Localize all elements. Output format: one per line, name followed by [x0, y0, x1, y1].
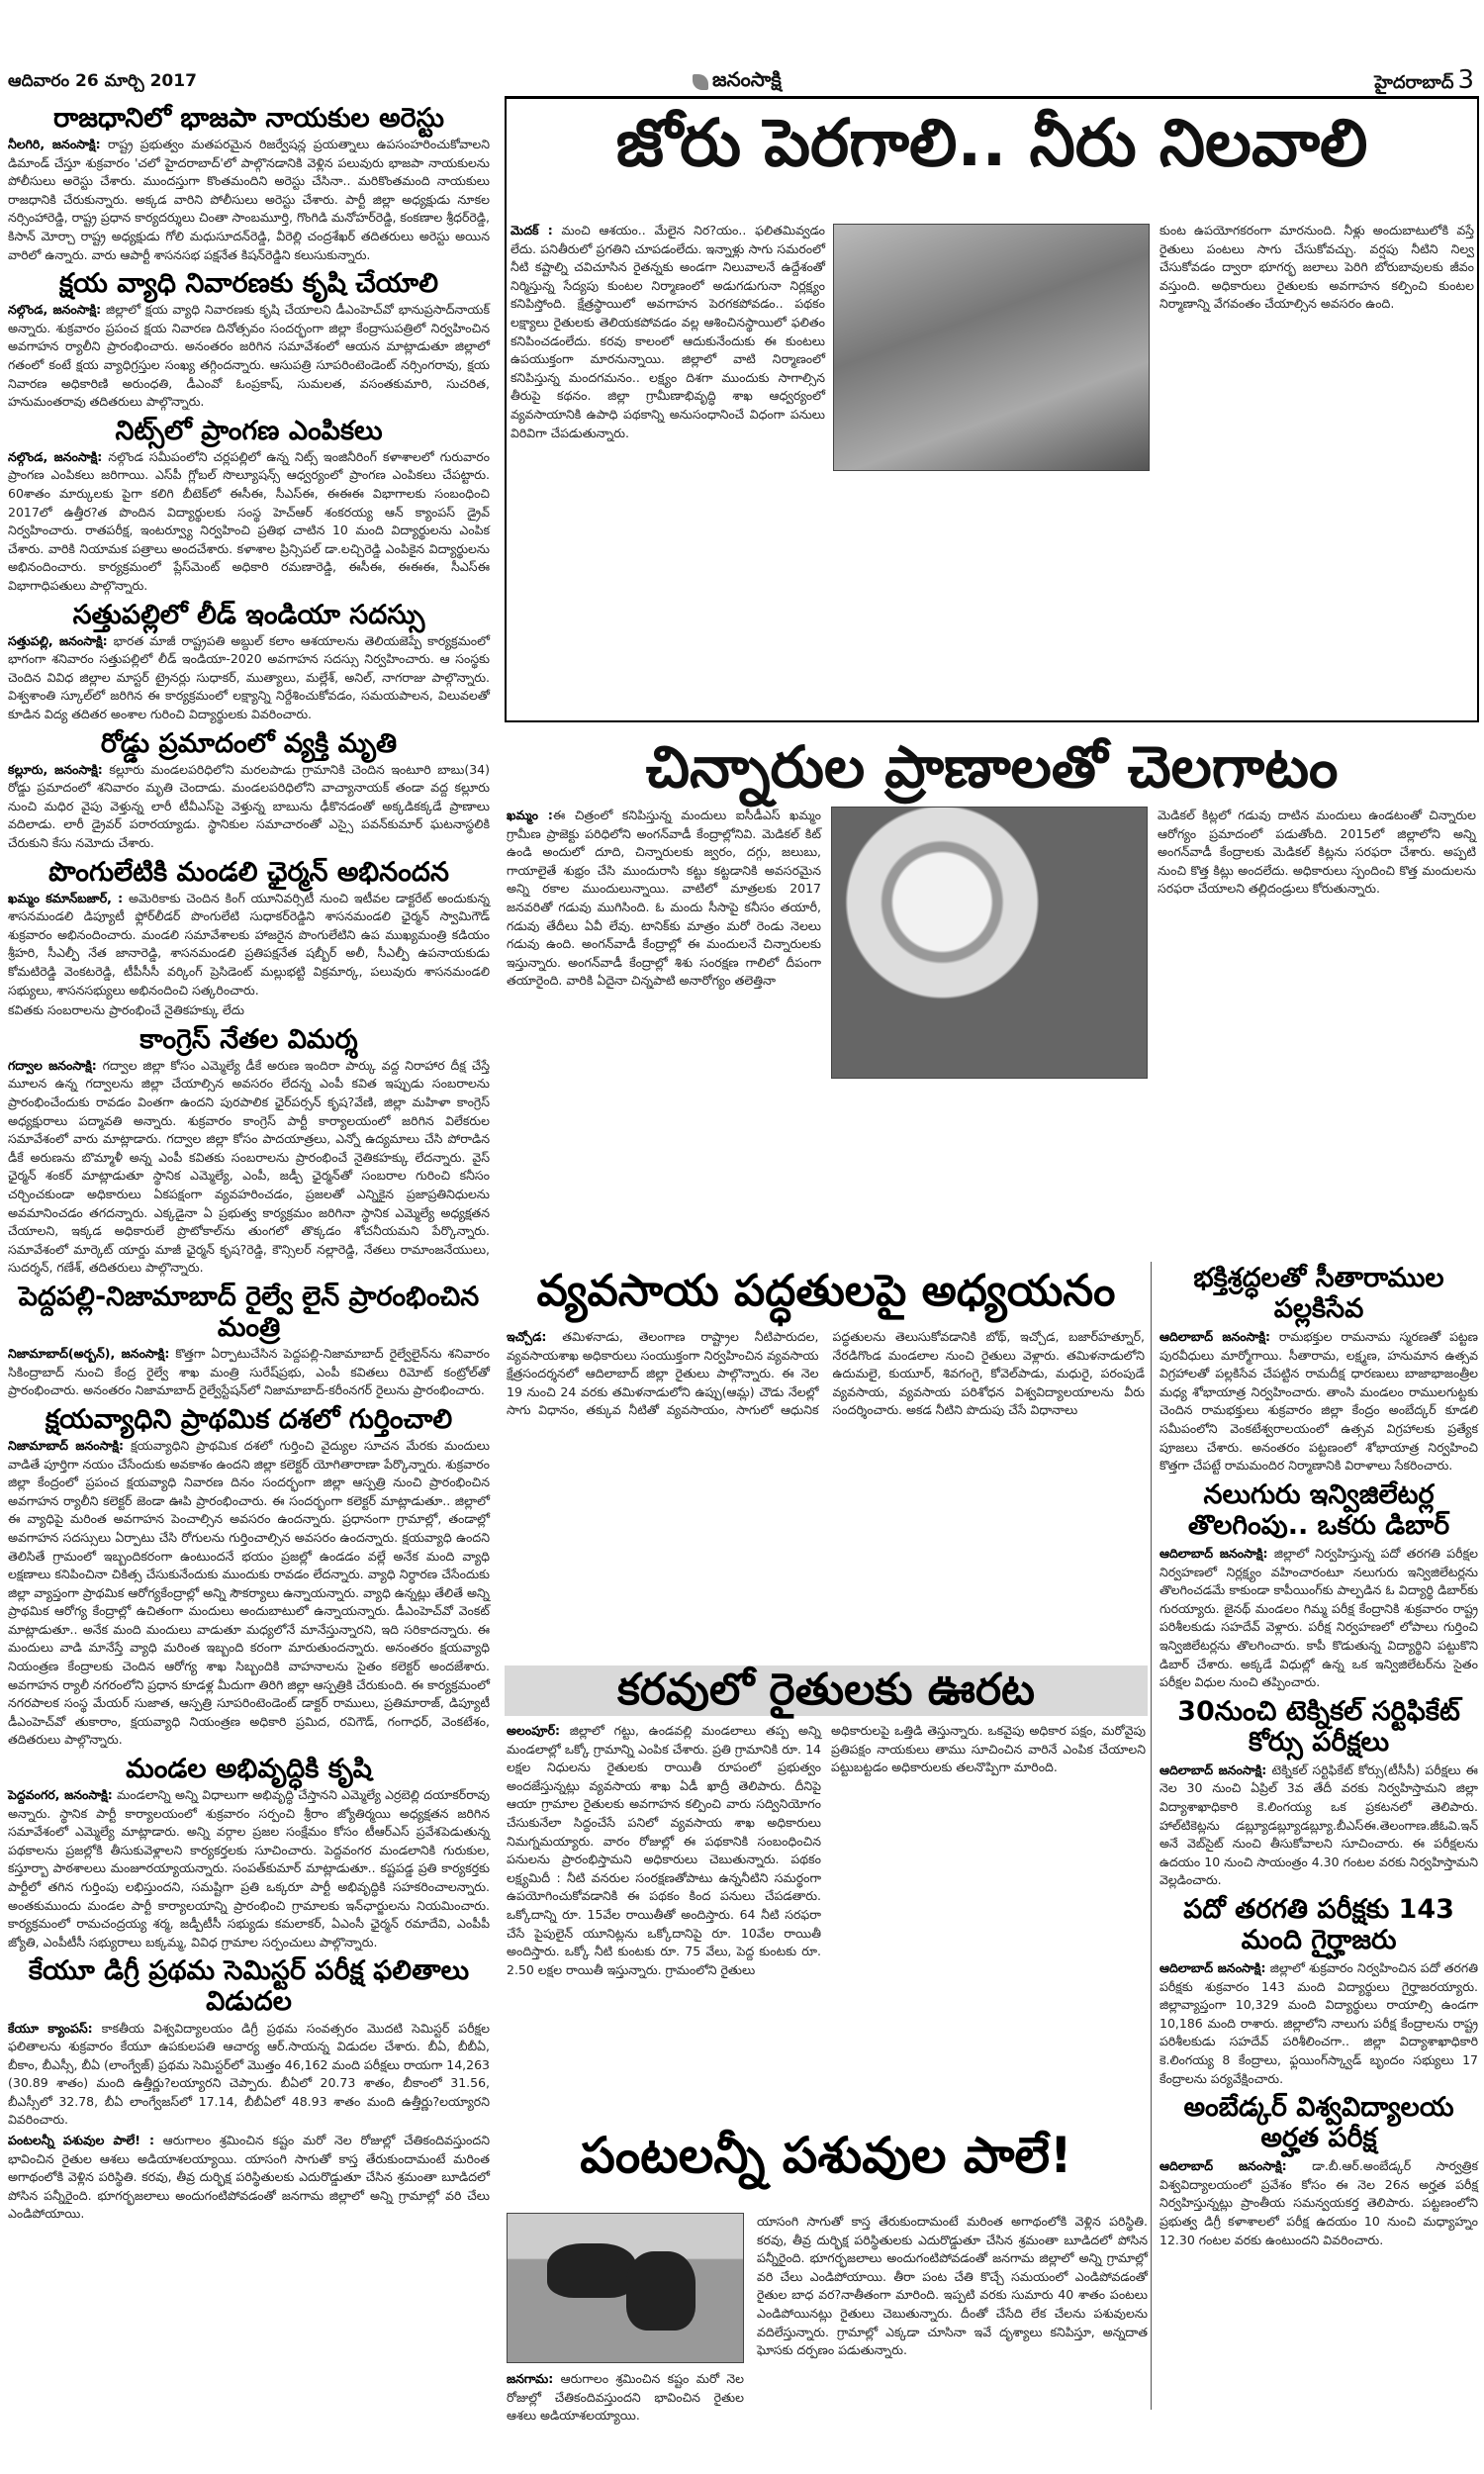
article-text: జిల్లాలో గట్టు, ఉండవల్లి మండలాలు తప్ప అన్ని మండలాల్లో ఒక్కో గ్రామాన్ని ఎంపిక చేశారు. ప్రతి గ్రామానికి రూ. 14 లక్షల నిధులను రైతులకు రాయితీ రూపంలో ప్రభుత్వం అందజేస్తున్నట్లు వ్యవసాయ శాఖ ఏడీ ఖాద్రీ తెలిపారు. దీనిపై ఆయా గ్రామాల రైతులకు అవగాహన కల్పించి వారు సద్వినియోగం చేసుకునేలా సిద్ధంచేసే పనిలో వ్యవసాయ శాఖ అధికారులు నిమగ్నమయ్యారు. వారం రోజుల్లో ఈ పథకానికి సంబంధించిన పనులను ప్రారంభిస్తామని అధికారులు చెబుతున్నారు. పథకం లక్ష్యమిదీ : నీటి వనరుల సంరక్షణతోపాటు ఉన్ననీటిని సమర్థంగా ఉపయోగించుకోవడానికి ఈ పథకం కింద పనులు చేపడతారు. ఒక్కోదాన్ని రూ. 15వేల రాయితీతో అందిస్తారు. 64 నీటి సరఫరా చేసే పైపులైన్ యూనిట్లను ఒక్కోదానిపై రూ. 10వేల రాయితీ అందిస్తారు. ఒక్కో నీటి కుంటకు రూ. 75 వేలు, పెద్ద కుంటకు రూ. 2.50 లక్షల రాయితీ ఇస్తున్నారు. గ్రామంలోని రైతులు	[507, 1723, 821, 1977]
logo-leaf-icon	[693, 74, 708, 90]
story-body	[8, 1345, 490, 1400]
article-text: జిల్లాలో శుక్రవారం నిర్వహించిన పదో తరగతి పరీక్షకు శుక్రవారం 143 మంది విద్యార్థులు గైర్హాజరయ్యారు. జిల్లావ్యాప్తంగా 10,329 మంది విద్యార్థులు రాయాల్సి ఉండగా 10,186 మంది రాశారు. జిల్లాలోని నాలుగు పరీక్ష కేంద్రాలను రాష్ట్ర పరిశీలకుడు సహదేవ్ పరిశీలించగా.. జిల్లా విద్యాశాఖాధికారి కె.లింగయ్య 8 కేంద్రాలు, ఫ్లయింగ్‌స్క్వాడ్ బృందం సభ్యులు 17 కేంద్రాలను పర్యవేక్షించారు.	[1159, 1960, 1478, 2086]
story-body	[8, 761, 490, 853]
lead-story	[505, 99, 1479, 722]
dateline: నీలగిరి, జనంసాక్షి:	[8, 137, 101, 152]
story-headline: మండల అభివృద్ధికి కృషి	[126, 1754, 372, 1785]
story-headline: పొంగులేటికి మండలి ఛైర్మన్ అభినందన	[48, 856, 449, 888]
article-text: అమెరికాకు చెందిన కింగ్ యూనివర్సిటీ నుంచి ఇటీవల డాక్టరేట్ అందుకున్న శాసనమండలి డిప్యూటీ ఫ్లోర్‌లీడర్ పొంగులేటి సుధాకర్‌రెడ్డిని శాసనమండలి ఛైర్మన్ స్వామిగౌడ్ శుక్రవారం అభినందించారు. మండలి సమావేశాలకు హాజరైన పొంగులేటిని ఉప ముఖ్యమంత్రి కడియం శ్రీహరి, సీఎల్పీ నేత జానారెడ్డి, శాసనమండలి ప్రతిపక్షనేత షబ్బీర్ అలీ, సీఎల్పీ ఉపనాయకుడు కోమటిరెడ్డి వెంకటరెడ్డి, టీపీసీసీ వర్కింగ్ ప్రెసిడెంట్ మల్లుభట్టి విక్రమార్క, పలువురు శాసనమండలి సభ్యులు, శాసనసభ్యులు అభినందించి సత్కరించారు.	[8, 890, 490, 998]
story3-headline: వ్యవసాయ పద్ధతులపై అధ్యయనం	[536, 1266, 1116, 1316]
page-number: 3	[1457, 65, 1474, 95]
story4-col-2: అధికారులపై ఒత్తిడి తెస్తున్నారు. ఒకవైపు అధికార పక్షం, మరోవైపు ప్రతిపక్షం నాయకులు తాము సూచించిన వారినే ఎంపిక చేయాలని పట్టుబట్టడం అధికారులకు తలనొప్పిగా మారింది.	[831, 1723, 1146, 1775]
caption-text: ఆరుగాలం శ్రమించిన కష్టం మరో నెల రోజుల్లో చేతికందివస్తుందని భావించిన రైతుల ఆశలు అడియాశలయ్యాయి.	[507, 2371, 744, 2424]
logo-text: జనంసాక్షి	[712, 67, 782, 91]
article-text: రాష్ట్ర ప్రభుత్వం మతపరమైన రిజర్వేషన్ల ప్రయత్నాలు ఉపసంహరించుకోవాలని డిమాండ్ చేస్తూ శుక్రవారం 'చలో హైదరాబాద్'లో పాల్గొనడానికి వెళ్లిన పలువురు భాజపా నాయకులను పోలీసులు అరెస్టు చేశారు. ముందస్తుగా కొంతమందిని అరెస్టు చేసినా.. మరికొంతమంది నాయకులు రాజధానికి చేరుకున్నారు. అక్కడ వారిని పోలీసులు అరెస్టు చేశారు. పార్టీ జిల్లా అధ్యక్షుడు నూకల నర్సింహారెడ్డి, రాష్ట్ర ప్రధాన కార్యదర్శులు చింతా సాంబమూర్తి, గొంగిడి మనోహర్‌రెడ్డి, కంకణాల శ్రీధర్‌రెడ్డి, కిసాన్ మోర్చా రాష్ట్ర అధ్యక్షుడు గోలి మధుసూదన్‌రెడ్డి, వీరెల్లి చంద్రశేఖర్ తదితరులు అరెస్టు అయిన వారిలో ఉన్నారు. వారు ఆపార్టీ శాసనసభ పక్షనేత కిషన్‌రెడ్డిని కలుసుకున్నారు.	[8, 137, 490, 262]
article-text: టెక్నికల్ సర్టిఫికేట్ కోర్సు(టీసీసీ) పరీక్షలు ఈ నెల 30 నుంచి ఏప్రిల్ 3వ తేదీ వరకు నిర్వహిస్తామని జిల్లా విద్యాశాఖాధికారి కె.లింగయ్య ఒక ప్రకటనలో తెలిపారు. హాల్‌టికెట్లను డబ్ల్యూడబ్ల్యూడబ్ల్యూ.బీఎస్ఈ.తెలంగాణ.జీఓవి.ఇన్ అనే వెబ్‌సైట్ నుంచి తీసుకోవాలని సూచించారు. ఈ పరీక్షలను ఉదయం 10 నుంచి సాయంత్రం 4.30 గంటల వరకు నిర్వహిస్తామని వెల్లడించారు.	[1159, 1761, 1478, 1888]
news-story	[8, 1282, 490, 1400]
news-story	[1159, 1894, 1478, 2088]
edition-city: హైదరాబాద్	[1374, 72, 1454, 93]
article-text: మంచి ఆశయం.. మేలైన నిర?యం.. ఫలితమివ్వడం లేదు. పనితీరులో ప్రగతిని చూపడంలేదు. ఇన్నాళ్లు సాగు సమరంలో నీటి కష్టాల్ని చవిచూసిన రైతన్నకు అండగా నిలువాలనే ఉద్దేశంతో నిర్మిస్తున్న సేద్యపు కుంటల నిర్మాణంలో అడుగడుగునా నిర్లక్ష్యం కనిపిస్తోంది. క్షేత్రస్థాయిలో అవగాహన పెరగకపోవడం.. పథకం లక్ష్యాలు రైతులకు తెలియకపోవడం వల్ల ఆశించినస్థాయిలో ఫలితం కనిపించడంలేదు. కరవు కాలంలో ఆదుకునేందుకు ఈ కుంటలు ఉపయుక్తంగా మారనున్నాయి. జిల్లాలో వాటి నిర్మాణంలో కనిపిస్తున్న మందగమనం.. లక్ష్యం దిశగా ముందుకు సాగాల్సిన తీరుపై కథనం. జిల్లా గ్రామీణాభివృద్ధి శాఖ ఆధ్వర్యంలో వ్యవసాయానికి ఉపాధి పథకాన్ని అనుసంధానించే విధంగా పనులు విరివిగా చేపడుతున్నారు.	[510, 223, 825, 440]
lead-col-1	[510, 222, 825, 716]
dateline: నిజామాబాద్ జనంసాక్షి:	[8, 1437, 125, 1453]
dateline: అలంపూర్:	[507, 1723, 560, 1738]
dateline: ఆదిలాబాద్ జనంసాక్షి:	[1159, 1960, 1266, 1976]
news-story	[8, 1404, 490, 1750]
story-body	[8, 2020, 490, 2131]
story2-headline: చిన్నారుల ప్రాణాలతో చెలగాటం	[645, 733, 1339, 801]
dateline: సత్తుపల్లి, జనంసాక్షి:	[8, 632, 108, 648]
article-text: ఆరుగాలం శ్రమించిన కష్టం మరో నెల రోజుల్లో చేతికందివస్తుందని భావించిన రైతుల ఆశలు అడియాశలయ్యాయి. యాసంగి సాగుతో కాస్త తేరుకుందామంటే మరింత అగాథంలోకి వెళ్లిన పరిస్థితి. కరవు, తీవ్ర దుర్భిక్ష పరిస్థితులకు ఎదురొడ్డుతూ చేసిన శ్రమంతా బూడిదలో పోసిన పన్నీరైంది. భూగర్భజలాలు అందుగంటిపోవడంతో జనగామ జిల్లాలో అన్ని గ్రామాల్లో వరి చేలు ఎండిపోయాయి.	[8, 2133, 490, 2222]
story3-body	[507, 1328, 1145, 1660]
article-text: క్షయవ్యాధిని ప్రాథమిక దశలో గుర్తించి వైద్యుల సూచన మేరకు మందులు వాడితే పూర్తిగా నయం చేసేందుకు అవకాశం ఉందని జిల్లా కలెక్టర్ యోగితారాణా పేర్కొన్నారు. శుక్రవారం జిల్లా కేంద్రంలో ప్రపంచ క్షయవ్యాధి నివారణ దినం సందర్భంగా జిల్లా ఆస్పత్రి నుంచి ప్రారంభించిన అవగాహన ర్యాలీని కలెక్టర్ జెండా ఊపి ప్రారంభించారు. ఈ సందర్భంగా కలెక్టర్ మాట్లాడుతూ.. జిల్లాలో ఈ వ్యాధిపై మరింత అవగాహన పెంచాల్సిన అవసరం ఉందన్నారు. ప్రధానంగా గ్రామాల్లో, తండాల్లో అవగాహన సదస్సులు ఏర్పాటు చేసి రోగులను గుర్తించాల్సిన అవసరం ఉందన్నారు. క్షయవ్యాధి ఉందని తెలిసితే గ్రామంలో ఇబ్బందికరంగా ఉంటుందనే భయం ప్రజల్లో ఉండడం వల్లే అనేక మంది వ్యాధి లక్షణాలు కనిపించినా చికిత్స చేసుకునేందుకు ముందుకు రావడం లేదన్నారు. వ్యాధి నిర్ధారణ చేసేందుకు జిల్లా వ్యాప్తంగా ప్రాథమిక ఆరోగ్యకేంద్రాల్లో అన్ని సౌకర్యాలు ఉన్నాయన్నారు. వ్యాధి ఉన్నట్లు తేలితే అన్ని ప్రాథమిక ఆరోగ్య కేంద్రాల్లో ఉచితంగా మందులు అందుబాటులో ఉన్నాయన్నారు. డీఎంహెచ్‌వో వెంకట్ మాట్లాడుతూ.. అనేక మంది మందులు వాడుతూ మధ్యలోనే మానేస్తున్నారని, ఇది సరికాదన్నారు. ఈ మందులు వాడి మానేస్తే వ్యాధి మరింత ఇబ్బంది కరంగా మారుతుందన్నారు. అనంతరం క్షయవ్యాధి నియంత్రణ కేంద్రాలకు చెందిన ఆరోగ్య శాఖ సిబ్బందికి వాహనాలను సైతం కలెక్టర్ అందజేశారు. అవగాహన ర్యాలీ నగరంలోని ప్రధాన కూడళ్ల మీదుగా తిరిగి జిల్లా ఆస్పత్రికి చేరుకుంది. ఈ కార్యక్రమంలో నగరపాలక సంస్థ మేయర్ సుజాత, ఆస్పత్రి సూపరింటెండెంట్ డాక్టర్ రాములు, ప్రతిమారాజ్, డిప్యూటీ డీఎంహెచ్‌వో తుకారాం, క్షయవ్యాధి నియంత్రణ అధికారి ప్రమిద, రవిగౌడ్, గంగాధర్, వెంకటేశం, తదితరులు పాల్గొన్నారు.	[8, 1437, 490, 1748]
story4-col-1	[507, 1722, 821, 2113]
story-headline: సత్తుపల్లిలో లీడ్ ఇండియా సదస్సు	[72, 599, 425, 630]
story4-headline: కరవులో రైతులకు ఊరట	[505, 1665, 1148, 1716]
news-story	[8, 2132, 490, 2224]
story-headline: కేయూ డిగ్రీ ప్రథమ సెమిస్టర్ పరీక్ష ఫలితాలు విడుదల	[28, 1955, 470, 2018]
news-story	[8, 600, 490, 724]
news-story	[8, 1955, 490, 2130]
article-text: రామభక్తుల రామనామ స్మరణతో పట్టణ పురవీధులు మార్మోగాయి. సీతారామ, లక్ష్మణ, హనుమాన ఉత్సవ విగ్రహాలతో పల్లకిసేవ చేపట్టిన రామదీక్ష ధారణులు బాజాభాజంత్రీల మధ్య శోభాయాత్ర నిర్వహించారు. తాంసి మండలం రాములగుట్టకు చెందిన రామభక్తులు శుక్రవారం జిల్లా కేంద్రం అంబేద్కర్ కూడలి సమీపంలోని వెంకటేశ్వరాలయంలో ఉత్సవ విగ్రహాలకు ప్రత్యేక పూజలు చేశారు. అనంతరం పట్టణంలో శోభాయాత్ర నిర్వహించి కొత్తగా చేపట్టే రామమందిర నిర్మాణానికి విరాళాలు సేకరించారు.	[1159, 1329, 1478, 1474]
article-text: కల్లూరు మండలపరిధిలోని మరలపాడు గ్రామానికి చెందిన ఇంటూరి బాబు(34) రోడ్డు ప్రమాదంలో శనివారం మృతి చెందాడు. మండలపరిధిలోని వాచ్యానాయక్ తండా వద్ద కల్లూరు నుంచి మధిర వైపు వెళ్తున్న లారీ టీవీఎస్‌పై వెళ్తున్న బాబును ఢీకొనడంతో అక్కడికక్కడే ప్రాణాలు వదిలాడు. లారీ డ్రైవర్ పరారయ్యాడు. స్థానికుల సమాచారంతో ఎస్సై పవన్‌కుమార్ ఘటనాస్థలికి చేరుకుని కేసు నమోదు చేశారు.	[8, 761, 490, 851]
story-headline: నిట్స్‌లో ప్రాంగణ ఎంపికలు	[115, 415, 383, 446]
dateline: కల్లూరు, జనంసాక్షి:	[8, 761, 103, 777]
story-headline: రోడ్డు ప్రమాదంలో వ్యక్తి మృతి	[100, 727, 398, 759]
story-headline: కాంగ్రెస్ నేతల విమర్శ	[139, 1023, 358, 1055]
lead-col-3: కుంట ఉపయోగకరంగా మారనుంది. నీళ్లు అందుబాటులోకి వస్తే రైతులు పంటలు సాగు చేసుకోవచ్చు. వర్షపు నీటిని నిల్వ చేసుకోవడం ద్వారా భూగర్భ జలాలు పెరిగి బోరుబావులకు జీవం వస్తుంది. అధికారులు రైతులకు అవగాహన కల్పించి కుంటల నిర్మాణాన్ని వేగవంతం చేయాల్సిన అవసరం ఉంది.	[1159, 223, 1474, 312]
dateline: నల్గొండ, జనంసాక్షి:	[8, 448, 103, 464]
dateline: నల్గొండ, జనంసాక్షి:	[8, 302, 102, 318]
story-body	[8, 632, 490, 724]
dateline: ఖమ్మం :	[507, 808, 553, 822]
story-body	[8, 1057, 490, 1278]
story-body	[8, 301, 490, 412]
dateline: నిజామాబాద్(అర్బన్), జనంసాక్షి:	[8, 1346, 170, 1362]
dateline: ఆదిలాబాద్ జనంసాక్షి:	[1159, 2158, 1287, 2174]
story-body	[8, 2132, 490, 2224]
lead-headline: జోరు పెరగాలి.. నీరు నిలవాలి	[615, 105, 1368, 181]
dateline: పెద్దవంగర, జనంసాక్షి:	[8, 1787, 113, 1803]
story-headline: రాజధానిలో భాజపా నాయకుల అరెస్టు	[53, 103, 444, 134]
dateline: ఆదిలాబాద్ జనంసాక్షి:	[1159, 1761, 1267, 1777]
dateline: ఆదిలాబాద్ జనంసాక్షి:	[1159, 1545, 1268, 1561]
news-story	[8, 1754, 490, 1951]
left-column	[8, 99, 490, 2415]
story2-col-1	[507, 807, 821, 1257]
story5-caption	[507, 2370, 744, 2424]
article-text: డా.బీ.ఆర్.అంబేడ్కర్ సార్వత్రిక విశ్వవిద్యాలయంలో ప్రవేశం కోసం ఈ నెల 26న అర్హత పరీక్ష నిర్వహిస్తున్నట్లు ప్రాంతీయ సమన్వయకర్త తెలిపారు. పట్టణంలోని ప్రభుత్వ డిగ్రీ కళాశాలలో పరీక్ష ఉదయం 10 నుంచి మధ్యాహ్నం 12.30 గంటల వరకు ఉంటుందని వివరించారు.	[1159, 2158, 1478, 2247]
dateline: ఆదిలాబాద్ జనంసాక్షి:	[1159, 1329, 1271, 1345]
story-body	[8, 890, 490, 1000]
story-body	[1159, 1545, 1478, 1692]
news-story	[8, 416, 490, 596]
medical-kit-photo	[831, 807, 1148, 1079]
story-body	[8, 136, 490, 264]
story-kicker: కవితకు సంబరాలను ప్రారంభించే నైతికహక్కు లేదు	[8, 1002, 244, 1018]
story5-body: యాసంగి సాగుతో కాస్త తేరుకుందామంటే మరింత అగాథంలోకి వెళ్లిన పరిస్థితి. కరవు, తీవ్ర దుర్భిక్ష పరిస్థితులకు ఎదురొడ్డుతూ చేసిన శ్రమంతా బూడిదలో పోసిన పన్నీరైంది. భూగర్భజలాలు అందుగంటిపోవడంతో జనగామ జిల్లాలో అన్ని గ్రామాల్లో వరి చేలు ఎండిపోయాయి. తీరా పంట చేతి కొచ్చే సమయంలో ఎండిపోవడంతో రైతుల బాధ వర?నాతీతంగా మారింది. ఇప్పటి వరకు సుమారు 40 శాతం పంటలు ఎండిపోయినట్లు రైతులు చెబుతున్నారు. దీంతో చేసేది లేక చేలను పశువులను వదిలేస్తున్నారు. గ్రామాల్లో ఎక్కడా చూసినా ఇవే దృశ్యాలు కనిపిస్తూ, అన్నదాత ఘోసకు దర్పణం పడుతున్నారు.	[757, 2214, 1148, 2358]
column-divider	[1151, 1262, 1152, 2410]
story-body	[1159, 1959, 1478, 2088]
news-story	[8, 103, 490, 264]
story-body	[8, 448, 490, 596]
masthead-logo	[693, 67, 782, 96]
news-story	[8, 268, 490, 412]
cow-figure	[547, 2243, 636, 2298]
dateline: జనగామ:	[507, 2371, 554, 2386]
news-story	[8, 728, 490, 853]
article-text: నల్గొండ సమీపంలోని చర్లపల్లిలో ఉన్న నిట్స్ ఇంజినీరింగ్ కళాశాలలో గురువారం ప్రాంగణ ఎంపికలు జరిగాయి. ఎస్‌పీ గ్లోబల్ సొల్యూషన్స్ ఆధ్వర్యంలో ప్రాంగణ ఎంపికలు చేపట్టారు. 60శాతం మార్కులకు పైగా కలిగి బీటెక్‌లో ఈసీఈ, సీఎస్ఈ, ఈఈఈ విభాగాలకు సంబంధించి 2017లో ఉత్తీర?త పొందిన విద్యార్థులకు సంస్థ హెచ్ఆర్ శంకరయ్య ఆన్ క్యాంపస్ డ్రైవ్ నిర్వహించారు. రాతపరీక్ష, ఇంటర్వ్యూ నిర్వహించి ప్రతిభ చాటిన 10 మంది విద్యార్థులను ఎంపిక చేశారు. వారికి నియామక పత్రాలు అందచేశారు. కళాశాల ప్రిన్సిపల్ డా.లచ్చిరెడ్డి ఎంపికైన విద్యార్థులను అభినందించారు. కార్యక్రమంలో ప్లేస్‌మెంట్ అధికారి రమణారెడ్డి, ఈసీఈ, ఈఈఈ, సీఎస్ఈ విభాగాధిపతులు పాల్గొన్నారు.	[8, 448, 490, 594]
dateline: పంటలన్నీ పశువుల పాలే! :	[8, 2133, 155, 2148]
story5-headline: పంటలన్నీ పశువుల పాలే!	[580, 2127, 1072, 2184]
story-headline: క్షయవ్యాధిని ప్రాథమిక దశలో గుర్తించాలి	[45, 1403, 453, 1435]
story-body	[8, 1437, 490, 1750]
dateline: ఖమ్మం కమాన్‌బజార్, :	[8, 890, 124, 905]
news-story	[1159, 2092, 1478, 2249]
news-story	[1159, 1696, 1478, 1890]
article-text: గద్వాల జిల్లా కోసం ఎమ్మెల్యే డీకే అరుణ ఇందిరా పార్కు వద్ద నిరాహార దీక్ష చేస్తే మూలన ఉన్న గద్వాలను జిల్లా చేయాల్సిన అవసరం లేదన్న ఎంపీ కవిత ఇప్పుడు సంబరాలను ప్రారంభించేందుకు రావడం వింతగా ఉందని పురపాలిక ఛైర్‌పర్సన్ కృష?వేణి, జిల్లా మహిళా కాంగ్రెస్ అధ్యక్షురాలు పద్మావతి అన్నారు. శుక్రవారం కాంగ్రెస్ పార్టీ కార్యాలయంలో జరిగిన విలేకరుల సమావేశంలో వారు మాట్లాడారు. గద్వాల జిల్లా కోసం పాదయాత్రలు, ఎన్నో ఉద్యమాలు చేసి పోరాడిన డీకే అరుణను బొమ్మాళీ అన్న ఎంపీ కవితకు సంబరాలను ప్రారంభించే నైతికహక్కు లేదన్నారు. వైస్ ఛైర్మన్ శంకర్ మాట్లాడుతూ స్థానిక ఎమ్మెల్యే, ఎంపీ, జడ్పీ ఛైర్మన్‌తో సంబరాల గురించి కనీసం చర్చించకుండా అధికారులు ఏకపక్షంగా వ్యవహరించడం, ప్రజలతో ఎన్నికైన ప్రజాప్రతినిధులను అవమానించడం తగదన్నారు. ఎక్కడైనా ఏ ప్రభుత్వ కార్యక్రమం జరిగినా స్థానిక ఎమ్మెల్యే అధ్యక్షతన చేయాలని, ఇక్కడ అధికారులే ప్రొటోకాల్‌ను తుంగలో తొక్కడం శోచనీయమని పేర్కొన్నారు. సమావేశంలో మార్కెట్ యార్డు మాజీ ఛైర్మన్ కృష?రెడ్డి, కౌన్సిలర్ నల్లారెడ్డి, నేతలు రామాంజనేయులు, సుదర్శన్, గణేశ్, తదితరులు పాల్గొన్నారు.	[8, 1057, 490, 1276]
article-text: కాకతీయ విశ్వవిద్యాలయం డిగ్రీ ప్రథమ సంవత్సరం మొదటి సెమిస్టర్ పరీక్షల ఫలితాలను శుక్రవారం కేయూ ఉపకులపతి ఆచార్య ఆర్.సాయన్న విడుదల చేశారు. బీఏ, బీబీఏ, బీకాం, బీఎస్సీ, బీఏ (లాంగ్వేజ్) ప్రథమ సెమిస్టర్‌లో మొత్తం 46,162 మంది పరీక్షలు రాయగా 14,263 (30.89 శాతం) మంది ఉత్తీర్ణు?లయ్యారని చెప్పారు. బీఏలో 20.73 శాతం, బీకాంలో 31.56, బీఎస్సీలో 32.78, బీఏ లాంగ్వేజస్‌లో 17.14, బీబీఏలో 48.93 శాతం మంది ఉత్తీర్ణు?లయ్యారని వివరించారు.	[8, 2020, 490, 2128]
story-headline: క్షయ వ్యాధి నివారణకు కృషి చేయాలి	[59, 268, 438, 300]
article-text: కొత్తగా ఏర్పాటుచేసిన పెద్దపల్లి-నిజామాబాద్ రైల్వేలైన్‌ను శనివారం సికింద్రాబాద్ నుంచి కేంద్ర రైల్వే శాఖ మంత్రి సురేష్‌ప్రభు, ఎంపీ కవితలు రిమోట్ కంట్రోల్‌తో ప్రారంభించారు. అనంతరం నిజామాబాద్ రైల్వేస్టేషన్‌లో నిజామాబాద్-కరీంనగర్ రైలును ప్రారంభించారు.	[8, 1346, 490, 1398]
news-story	[8, 857, 490, 1000]
story-headline: 30నుంచి టెక్నికల్ సర్టిఫికేట్ కోర్సు పరీక్షలు	[1177, 1695, 1460, 1758]
dateline: గద్వాల జనంసాక్షి:	[8, 1057, 97, 1073]
story-body	[1159, 1761, 1478, 1890]
dateline: కేయూ క్యాంపస్:	[8, 2020, 93, 2036]
cow-figure	[626, 2251, 696, 2331]
story-headline: పెద్దపల్లి-నిజామాబాద్ రైల్వే లైన్ ప్రారంభించిన మంత్రి	[18, 1282, 480, 1344]
article-text: జిల్లాలో క్షయ వ్యాధి నివారణకు కృషి చేయాలని డీఎంహెచ్‌వో భానుప్రసాద్‌నాయక్ అన్నారు. శుక్రవారం ప్రపంచ క్షయ నివారణ దినోత్సవం సందర్భంగా జిల్లా కేంద్రాసుపత్రిలో నిర్వహించిన అవగాహన ర్యాలీని ప్రారంభించారు. అనంతరం జరిగిన సమావేశంలో ఆయన మాట్లాడుతూ జిల్లాలో గతంలో కంటే క్షయ వ్యాధిగ్రస్తుల సంఖ్య తగ్గిందన్నారు. ఆసుపత్రి సూపరింటెండెంట్ నర్సింగరావు, క్షయ నివారణ అధికారిణి అరుంధతి, డీఎంవో ఓంప్రకాష్, సుమలత, వసంతకుమారి, సుచరిత, హనుమంతరావు తదితరులు పాల్గొన్నారు.	[8, 302, 490, 410]
story-body	[8, 1786, 490, 1951]
story-body	[1159, 1328, 1478, 1475]
article-text: తమిళనాడు, తెలంగాణ రాష్ట్రాల నీటిపారుదల, వ్యవసాయశాఖ అధికారులు సంయుక్తంగా నిర్వహించిన వ్యవసాయ క్షేత్రసందర్శనలో ఆదిలాబాద్ జిల్లా రైతులు పాల్గొన్నారు. ఈ నెల 19 నుంచి 24 వరకు తమిళనాడులోని ఉప్పు(ఆమ్ల) చౌడు నేలల్లో సాగు విధానం, తక్కువ నీటితో వ్యవసాయం, సాగులో ఆధునిక పద్ధతులను తెలుసుకోవడానికి బోథ్, ఇచ్చోడ, బజార్‌హత్నూర్, నేరడిగొండ మండలాల నుంచి రైతులు వెళ్లారు. తమిళనాడులోని ఉదుమలై, కుయూర్, శివగంగై, కోవెల్‌పాడు, మధురై, పరంపుడే వ్యవసాయ, వ్యవసాయ పరిశోధన విశ్వవిద్యాలయాలను వీరు సందర్శించారు. అకడ నీటిని పొదుపు చేసే విధానాలు	[507, 1329, 1145, 1418]
story-headline: నలుగురు ఇన్విజిలేటర్ల తొలగింపు.. ఒకరు డిబార్	[1187, 1478, 1450, 1541]
article-text: జిల్లాలో నిర్వహిస్తున్న పదో తరగతి పరీక్షల నిర్వహణలో నిర్లక్ష్యం వహించారంటూ నలుగురు ఇన్విజిలేటర్లను తొలగించడమే కాకుండా కాపీయింగ్‌కు పాల్పడిన ఓ విద్యార్థి డిబార్‌కు గురయ్యారు. జైనథ్ మండలం గిమ్మ పరీక్ష కేంద్రానికి శుక్రవారం రాష్ట్ర పరిశీలకుడు సహదేవ్ వెళ్లారు. పరీక్ష నిర్వహణలో లోపాలు గుర్తించి ఇన్విజిలేటర్లను తొలగించారు. కాపీ కొడుతున్న విద్యార్థిని పట్టుకొని డిబార్ చేశారు. అక్కడే విధుల్లో ఉన్న ఒక ఇన్విజిలేటర్‌ను సైతం పరీక్షల విధుల నుంచి తప్పించారు.	[1159, 1545, 1478, 1690]
issue-date: ఆదివారం 26 మార్చి 2017	[8, 71, 197, 91]
news-story	[1159, 1263, 1478, 1475]
farm-pond-photo	[833, 224, 1150, 471]
article-text: మండలాన్ని అన్ని విధాలుగా అభివృద్ధి చేస్తానని ఎమ్మెల్యే ఎర్రబెల్లి దయాకర్‌రావు అన్నారు. స్థానిక పార్టీ కార్యాలయంలో శుక్రవారం సర్పంచి శ్రీరాం జ్యోతిర్మయి అధ్యక్షతన జరిగిన సమావేశంలో ఎమ్మెల్యే మాట్లాడారు. అన్ని వర్గాల ప్రజల సంక్షేమం కోసం టీఆర్ఎస్ ప్రవేశపెడుతున్న పథకాలను ప్రజల్లోకి తీసుకువెళ్లాలని కార్యకర్తలకు సూచించారు. పెద్దవంగర మండలానికి గురుకుల, కస్తూర్బా పాఠశాలలు మంజూరయ్యాయన్నారు. సంపత్‌కుమార్ మాట్లాడుతూ.. కష్టపడ్డ ప్రతి కార్యకర్తకు పార్టీలో తగిన గుర్తింపు లభిస్తుందని, సమష్టిగా ప్రతి ఒక్కరూ పార్టీ అభివృద్ధికి సహకరించాలన్నారు. అంతకుముందు మండల పార్టీ కార్యాలయాన్ని ప్రారంభించి గ్రామాలకు ఇన్‌ఛార్జులను నియమించారు. కార్యక్రమంలో రామచంద్రయ్య శర్మ, జడ్పీటీసీ సభ్యుడు కమలాకర్, ఏఎంసీ ఛైర్మన్ రమాదేవి, ఎంపీపీ జ్యోతి, ఎంపీటీసీ సభ్యురాలు బక్కమ్మ, వివిధ గ్రామాల సర్పంచులు పాల్గొన్నారు.	[8, 1787, 491, 1950]
right-column	[1159, 1259, 1478, 2417]
story-body	[1159, 2157, 1478, 2249]
news-story	[1159, 1479, 1478, 1692]
article-text: ఈ చిత్రంలో కనిపిస్తున్న మందులు ఐసీడీఎస్ ఖమ్మం గ్రామీణ ప్రాజెక్టు పరిధిలోని అంగన్‌వాడీ కేంద్రాల్లోనివి. మెడికల్ కిట్ ఉండి అందులో దూది, చిన్నారులకు జ్వరం, దగ్గు, జలుబు, గాయాలైతే శుభ్రం చేసి ముందురాసి కట్టు కట్టడానికి అవసరమైన అన్ని రకాల ముందులున్నాయి. వాటిలో మాత్రలకు 2017 జనవరితో గడువు ముగిసింది. ఓ మందు సీసాపై కనీసం తయారీ, గడువు తేదీలు ఏవీ లేవు. టానిక్‌కు మాత్రం మరో రెండు నెలలు గడువు ఉంది. అంగన్‌వాడీ కేంద్రాల్లో ఈ మందులనే చిన్నారులకు ఇస్తున్నారు. అంగన్‌వాడీ కేంద్రాల్లో శిశు సంరక్షణ గాలిలో దీపంగా తయారైంది. వారికి ఏదైనా చిన్నపాటి అనారోగ్యం తలెత్తినా	[507, 808, 821, 989]
article-text: భారత మాజీ రాష్ట్రపతి అబ్దుల్ కలాం ఆశయాలను తెలియజెప్పే కార్యక్రమంలో భాగంగా శనివారం సత్తుపల్లిలో లీడ్ ఇండియా-2020 అవగాహన సదస్సు నిర్వహించారు. ఆ సంస్థకు చెందిన వివిధ జిల్లాల మాస్టర్ ట్రైనర్లు సుధాకర్, ముత్యాలు, మల్లేశ్, అనిల్, నాగరాజు పాల్గొన్నారు. విశ్వశాంతి స్కూల్‌లో జరిగిన ఈ కార్యక్రమంలో లక్ష్యాన్ని నిర్దేశించుకోవడం, సమయపాలన, విలువలతో కూడిన విద్య తదితర అంశాల గురించి విద్యార్థులకు వివరించారు.	[8, 632, 491, 722]
story2-col-3: మెడికల్ కిట్లలో గడువు దాటిన మందులు ఉండటంతో చిన్నారుల ఆరోగ్యం ప్రమాదంలో పడుతోంది. 2015లో జిల్లాలోని అన్ని అంగన్‌వాడీ కేంద్రాలకు మెడికల్ కిట్లను సరఫరా చేశారు. అప్పటి నుంచి కొత్త కిట్లు అందలేదు. అధికారులు స్పందించి కొత్త మందులను సరఫరా చేయాలని తల్లిదండ్రులు కోరుతున్నారు.	[1158, 808, 1476, 897]
grazing-cattle-photo	[507, 2213, 744, 2363]
story-headline: భక్తిశ్రద్ధలతో సీతారాముల పల్లకిసేవ	[1193, 1263, 1444, 1325]
news-story	[8, 1001, 490, 1278]
dateline: మెదక్ :	[510, 223, 553, 238]
story-headline: పదో తరగతి పరీక్షకు 143 మంది గైర్హాజరు	[1183, 1893, 1454, 1955]
dateline: ఇచ్చోడ:	[507, 1329, 547, 1344]
edition-page	[1374, 65, 1474, 97]
story-headline: అంబేడ్కర్ విశ్వవిద్యాలయ అర్హత పరీక్ష	[1183, 2092, 1454, 2154]
